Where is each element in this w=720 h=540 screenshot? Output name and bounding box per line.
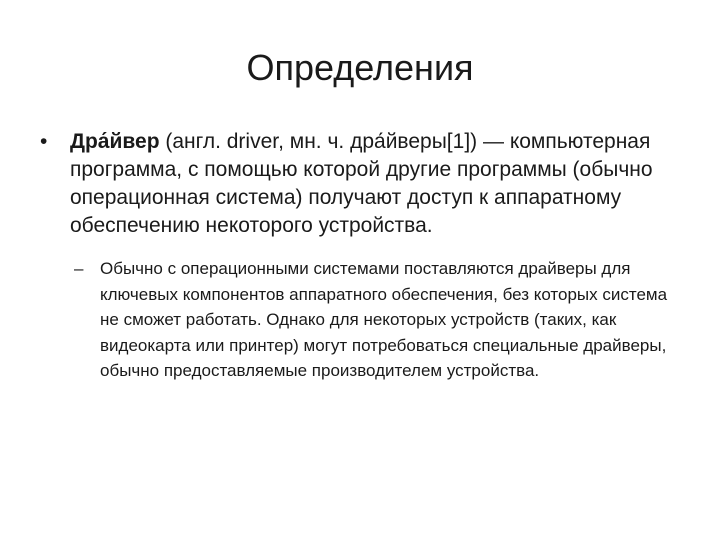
slide-title: Определения bbox=[246, 47, 474, 88]
definition-text: (англ. driver, мн. ч. дра́йверы[1]) — компьютерная программа, с помощью которой другие программы (обычно операционная система) получают доступ к аппаратному обеспечению некоторого устройства. bbox=[70, 130, 653, 237]
slide-body bbox=[40, 128, 690, 384]
bullet-level-2 bbox=[74, 256, 690, 384]
bullet-marker: • bbox=[40, 130, 48, 153]
sub-bullet-marker: – bbox=[74, 259, 84, 278]
sub-bullet-text: Обычно с операционными системами поставляются драйверы для ключевых компонентов аппаратного обеспечения, без которых система не сможет работать. Однако для некоторых устройств (таких, как видеокарта или принтер) могут потребоваться специальные драйверы, обычно предоставляемые производителем устройства. bbox=[100, 259, 668, 380]
bullet-level-1 bbox=[40, 128, 690, 240]
defined-term: Дра́йвер bbox=[70, 130, 160, 153]
